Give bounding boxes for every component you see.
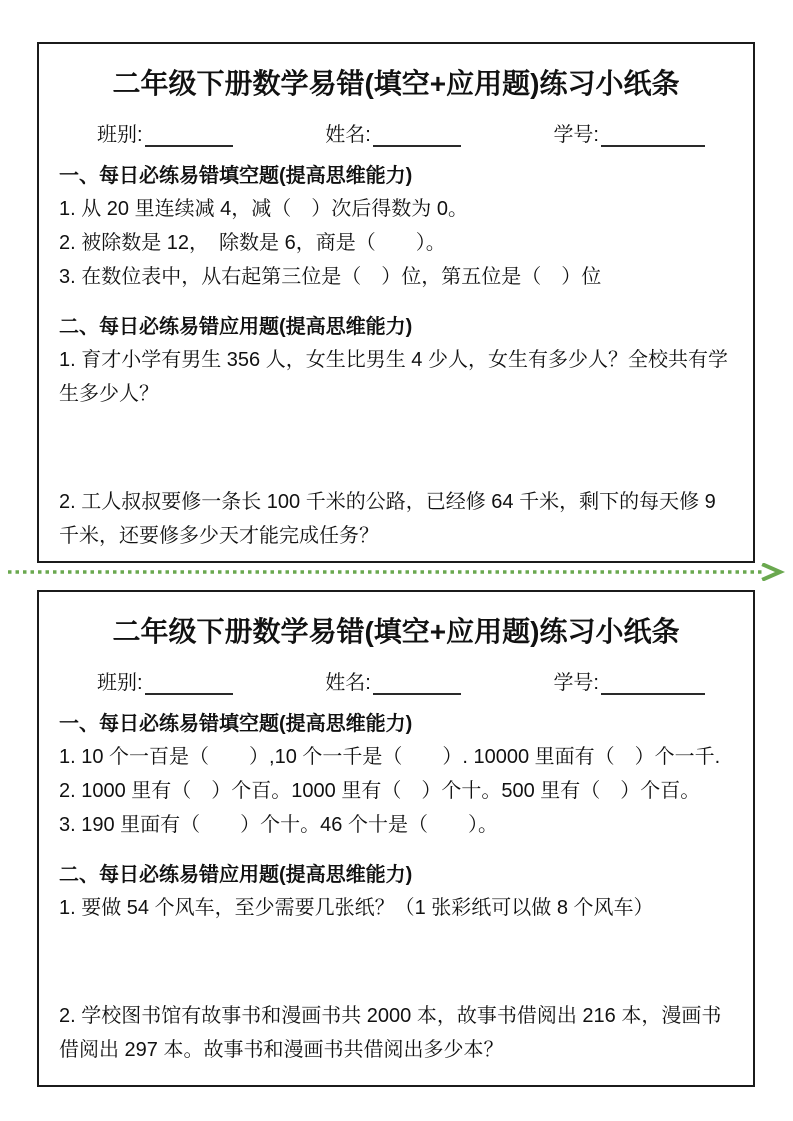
class-label: 班别:	[97, 672, 143, 694]
word-problem-question-1: 1. 育才小学有男生 356 人，女生比男生 4 少人，女生有多少人？全校共有学生多少人？	[59, 349, 728, 405]
class-blank-line	[145, 673, 233, 695]
class-field	[97, 666, 233, 695]
student-id-label: 学号:	[553, 124, 599, 146]
class-field	[97, 118, 233, 147]
fill-blank-question-2: 2. 被除数是 12， 除数是 6，商是（ ）。	[59, 232, 446, 254]
fill-blank-question-3: 3. 在数位表中，从右起第三位是（ ）位，第五位是（ ）位	[59, 266, 602, 288]
cut-line-divider	[8, 563, 785, 581]
student-id-field	[553, 118, 705, 147]
word-problem-section-header: 二、每日必练易错应用题(提高思维能力)	[59, 864, 413, 886]
word-problem-section-header: 二、每日必练易错应用题(提高思维能力)	[59, 316, 413, 338]
student-info-row	[59, 666, 733, 695]
dotted-line-graphic	[8, 563, 785, 581]
class-label: 班别:	[97, 124, 143, 146]
fill-blank-question-2: 2. 1000 里有（ ）个百。1000 里有（ ）个十。500 里有（ ）个百。	[59, 780, 701, 802]
worksheet-title: 二年级下册数学易错(填空+应用题)练习小纸条	[112, 616, 680, 647]
word-problem-question-2: 2. 工人叔叔要修一条长 100 千米的公路，已经修 64 千米，剩下的每天修 9 千米，还要修多少天才能完成任务？	[59, 491, 716, 547]
name-field	[325, 118, 461, 147]
worksheet-slip-1	[37, 42, 755, 563]
fill-blank-question-1: 1. 10 个一百是（ ）,10 个一千是（ ）. 10000 里面有（ ）个一千.	[59, 746, 721, 768]
word-problem-question-1: 1. 要做 54 个风车，至少需要几张纸？（1 张彩纸可以做 8 个风车）	[59, 897, 654, 919]
fill-blank-section-header: 一、每日必练易错填空题(提高思维能力)	[59, 713, 413, 735]
name-label: 姓名:	[325, 124, 371, 146]
worksheet-slip-2	[37, 590, 755, 1087]
fill-blank-question-3: 3. 190 里面有（ ）个十。46 个十是（ ）。	[59, 814, 498, 836]
arrow-right-icon	[764, 565, 780, 579]
class-blank-line	[145, 125, 233, 147]
student-id-label: 学号:	[553, 672, 599, 694]
name-field	[325, 666, 461, 695]
student-id-blank-line	[601, 673, 705, 695]
student-id-field	[553, 666, 705, 695]
fill-blank-section-header: 一、每日必练易错填空题(提高思维能力)	[59, 165, 413, 187]
name-label: 姓名:	[325, 672, 371, 694]
student-info-row	[59, 118, 733, 147]
name-blank-line	[373, 125, 461, 147]
name-blank-line	[373, 673, 461, 695]
student-id-blank-line	[601, 125, 705, 147]
fill-blank-question-1: 1. 从 20 里连续减 4，减（ ）次后得数为 0。	[59, 198, 468, 220]
word-problem-question-2: 2. 学校图书馆有故事书和漫画书共 2000 本，故事书借阅出 216 本，漫画书借阅出 297 本。故事书和漫画书共借阅出多少本？	[59, 1005, 722, 1061]
worksheet-title: 二年级下册数学易错(填空+应用题)练习小纸条	[112, 68, 680, 99]
